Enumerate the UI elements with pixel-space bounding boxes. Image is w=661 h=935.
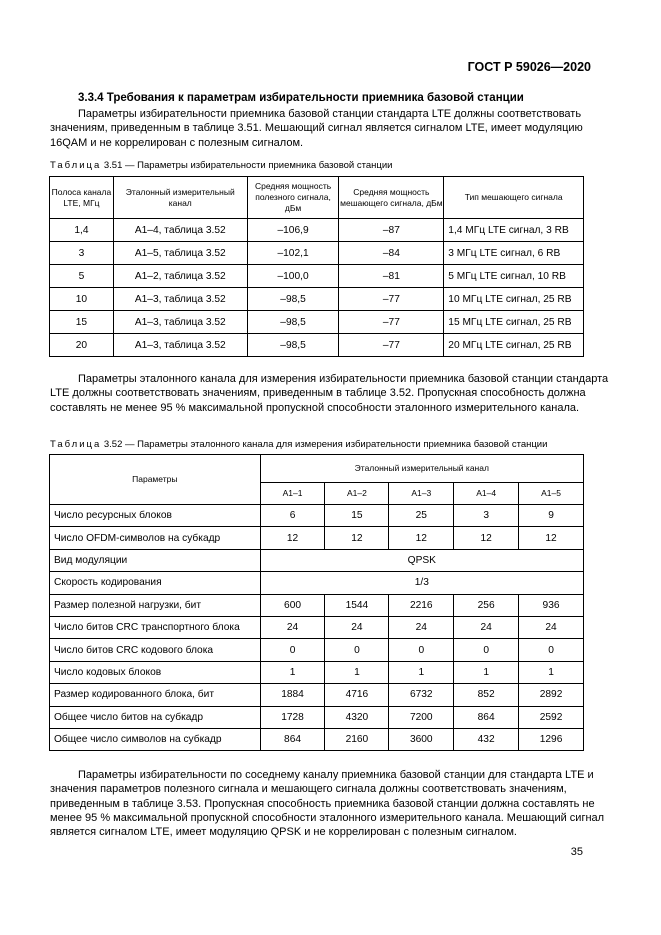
table-header-row bbox=[50, 177, 584, 219]
table-cell: 3 МГц LTE сигнал, 6 RB bbox=[444, 242, 584, 265]
value-cell: 6 bbox=[260, 505, 325, 527]
table-cell: –84 bbox=[339, 242, 444, 265]
table-row bbox=[50, 684, 584, 706]
table-3-52 bbox=[49, 454, 584, 751]
value-cell: 12 bbox=[519, 527, 584, 549]
param-name-cell: Число битов CRC транспортного блока bbox=[50, 616, 261, 638]
table-cell: –77 bbox=[339, 334, 444, 357]
value-cell: 24 bbox=[325, 616, 389, 638]
caption-text: 3.51 — Параметры избирательности приемника базовой станции bbox=[101, 160, 393, 171]
value-cell: 9 bbox=[519, 505, 584, 527]
value-cell: 24 bbox=[260, 616, 325, 638]
value-cell: 1 bbox=[325, 661, 389, 683]
param-name-cell: Число битов CRC кодового блока bbox=[50, 639, 261, 661]
caption-text: 3.52 — Параметры эталонного канала для измерения избирательности приемника базовой станции bbox=[101, 439, 548, 450]
value-cell: 4320 bbox=[325, 706, 389, 728]
value-cell: 2216 bbox=[389, 594, 454, 616]
table-row bbox=[50, 639, 584, 661]
channel-header: A1–5 bbox=[519, 483, 584, 505]
value-cell: 6732 bbox=[389, 684, 454, 706]
value-cell: 24 bbox=[454, 616, 519, 638]
table-cell: –81 bbox=[339, 265, 444, 288]
table-3-51-caption bbox=[50, 160, 392, 171]
paragraph-2: Параметры эталонного канала для измерения избирательности приемника базовой станции стандарта LTE должны соответствовать значениям, приведенным в таблице 3.52. Пропускная способность должна составлять не менее 95 % максимальной пропускной способности эталонного измерительного канала. bbox=[50, 373, 609, 414]
value-cell: 432 bbox=[454, 728, 519, 750]
table-cell: –77 bbox=[339, 311, 444, 334]
table-row bbox=[50, 219, 584, 242]
value-cell: 864 bbox=[260, 728, 325, 750]
table-row bbox=[50, 549, 584, 571]
table-cell: –87 bbox=[339, 219, 444, 242]
merged-value-cell: QPSK bbox=[260, 549, 583, 571]
value-cell: 4716 bbox=[325, 684, 389, 706]
table-row bbox=[50, 616, 584, 638]
table-cell: A1–3, таблица 3.52 bbox=[113, 288, 247, 311]
value-cell: 3 bbox=[454, 505, 519, 527]
param-name-cell: Общее число символов на субкадр bbox=[50, 728, 261, 750]
table-cell: A1–3, таблица 3.52 bbox=[113, 334, 247, 357]
value-cell: 1 bbox=[519, 661, 584, 683]
table-cell: 15 bbox=[50, 311, 114, 334]
table-cell: –98,5 bbox=[247, 334, 339, 357]
value-cell: 12 bbox=[325, 527, 389, 549]
value-cell: 1728 bbox=[260, 706, 325, 728]
param-name-cell: Число кодовых блоков bbox=[50, 661, 261, 683]
value-cell: 3600 bbox=[389, 728, 454, 750]
paragraph-1: Параметры избирательности приемника базовой станции стандарта LTE должны соответствовать значениям, приведенным в таблице 3.51. Мешающий сигнал является сигналом LTE, имеет модуляцию 16QAM и не коррелирован с полезным сигналом. bbox=[50, 108, 583, 149]
value-cell: 24 bbox=[519, 616, 584, 638]
table-cell: 10 МГц LTE сигнал, 25 RB bbox=[444, 288, 584, 311]
value-cell: 2160 bbox=[325, 728, 389, 750]
value-cell: 15 bbox=[325, 505, 389, 527]
value-cell: 256 bbox=[454, 594, 519, 616]
table-row bbox=[50, 572, 584, 594]
table-row bbox=[50, 527, 584, 549]
table-row bbox=[50, 311, 584, 334]
value-cell: 12 bbox=[389, 527, 454, 549]
value-cell: 25 bbox=[389, 505, 454, 527]
table-row bbox=[50, 242, 584, 265]
value-cell: 1544 bbox=[325, 594, 389, 616]
value-cell: 864 bbox=[454, 706, 519, 728]
channel-header: A1–1 bbox=[260, 483, 325, 505]
table-cell: 1,4 bbox=[50, 219, 114, 242]
table-row bbox=[50, 661, 584, 683]
header-cell: Полоса канала LTE, МГц bbox=[50, 177, 114, 219]
table-3-52-caption bbox=[50, 439, 547, 450]
table-cell: 20 bbox=[50, 334, 114, 357]
value-cell: 1296 bbox=[519, 728, 584, 750]
table-cell: A1–5, таблица 3.52 bbox=[113, 242, 247, 265]
value-cell: 0 bbox=[389, 639, 454, 661]
value-cell: 600 bbox=[260, 594, 325, 616]
value-cell: 0 bbox=[260, 639, 325, 661]
table-cell: 3 bbox=[50, 242, 114, 265]
table-cell: 5 bbox=[50, 265, 114, 288]
param-name-cell: Число ресурсных блоков bbox=[50, 505, 261, 527]
table-cell: 20 МГц LTE сигнал, 25 RB bbox=[444, 334, 584, 357]
group-header: Эталонный измерительный канал bbox=[260, 455, 583, 483]
channel-header: A1–2 bbox=[325, 483, 389, 505]
table-cell: –77 bbox=[339, 288, 444, 311]
table-cell: –98,5 bbox=[247, 288, 339, 311]
channel-header: A1–3 bbox=[389, 483, 454, 505]
header-cell: Средняя мощность полезного сигнала, дБм bbox=[247, 177, 339, 219]
table-cell: 15 МГц LTE сигнал, 25 RB bbox=[444, 311, 584, 334]
header-cell: Средняя мощность мешающего сигнала, дБм bbox=[339, 177, 444, 219]
header-cell: Эталонный измерительный канал bbox=[113, 177, 247, 219]
value-cell: 1884 bbox=[260, 684, 325, 706]
table-row bbox=[50, 505, 584, 527]
merged-value-cell: 1/3 bbox=[260, 572, 583, 594]
table-cell: A1–4, таблица 3.52 bbox=[113, 219, 247, 242]
param-name-cell: Вид модуляции bbox=[50, 549, 261, 571]
page-number: 35 bbox=[570, 846, 583, 858]
paragraph-3: Параметры избирательности по соседнему каналу приемника базовой станции для стандарта LTE и значения параметров полезного сигнала и мешающего сигнала должны соответствовать значениям, приведенным в таблице 3.53. Пропускная способность приемника базовой станции должна составлять не менее 95 % максимальной пропускной способности эталонного измерительного канала. Мешающий сигнал является сигналом LTE, имеет модуляцию QPSK и не коррелирован с полезным сигналом. bbox=[50, 769, 605, 839]
table-cell: A1–3, таблица 3.52 bbox=[113, 311, 247, 334]
value-cell: 24 bbox=[389, 616, 454, 638]
table-cell: –106,9 bbox=[247, 219, 339, 242]
value-cell: 12 bbox=[454, 527, 519, 549]
table-row bbox=[50, 265, 584, 288]
value-cell: 852 bbox=[454, 684, 519, 706]
table-row bbox=[50, 706, 584, 728]
value-cell: 12 bbox=[260, 527, 325, 549]
param-name-cell: Размер кодированного блока, бит bbox=[50, 684, 261, 706]
value-cell: 2592 bbox=[519, 706, 584, 728]
table-cell: 1,4 МГц LTE сигнал, 3 RB bbox=[444, 219, 584, 242]
table-cell: –98,5 bbox=[247, 311, 339, 334]
value-cell: 7200 bbox=[389, 706, 454, 728]
table-header-row bbox=[50, 455, 584, 483]
header-cell: Тип мешающего сигнала bbox=[444, 177, 584, 219]
value-cell: 936 bbox=[519, 594, 584, 616]
value-cell: 0 bbox=[454, 639, 519, 661]
param-name-cell: Размер полезной нагрузки, бит bbox=[50, 594, 261, 616]
param-name-cell: Число OFDM-символов на субкадр bbox=[50, 527, 261, 549]
table-3-51 bbox=[49, 176, 584, 357]
channel-header: A1–4 bbox=[454, 483, 519, 505]
value-cell: 0 bbox=[519, 639, 584, 661]
param-name-cell: Скорость кодирования bbox=[50, 572, 261, 594]
table-cell: –102,1 bbox=[247, 242, 339, 265]
table-cell: 10 bbox=[50, 288, 114, 311]
param-name-cell: Общее число битов на субкадр bbox=[50, 706, 261, 728]
value-cell: 1 bbox=[389, 661, 454, 683]
table-row bbox=[50, 594, 584, 616]
value-cell: 2892 bbox=[519, 684, 584, 706]
table-cell: –100,0 bbox=[247, 265, 339, 288]
value-cell: 0 bbox=[325, 639, 389, 661]
table-row bbox=[50, 288, 584, 311]
value-cell: 1 bbox=[454, 661, 519, 683]
caption-prefix: Таблица bbox=[50, 160, 102, 171]
value-cell: 1 bbox=[260, 661, 325, 683]
table-row bbox=[50, 334, 584, 357]
param-header: Параметры bbox=[50, 455, 261, 505]
section-title: 3.3.4 Требования к параметрам избирательности приемника базовой станции bbox=[78, 92, 524, 104]
table-cell: A1–2, таблица 3.52 bbox=[113, 265, 247, 288]
table-cell: 5 МГц LTE сигнал, 10 RB bbox=[444, 265, 584, 288]
standard-number: ГОСТ Р 59026—2020 bbox=[467, 60, 591, 74]
caption-prefix: Таблица bbox=[50, 439, 102, 450]
table-row bbox=[50, 728, 584, 750]
